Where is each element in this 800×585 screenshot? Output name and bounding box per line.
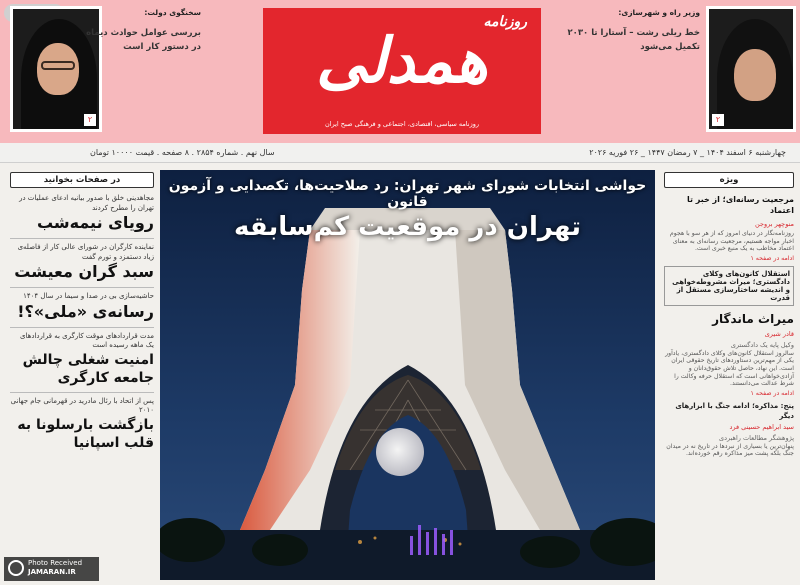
item-summary: نماینده کارگران در شورای عالی کار از فاصله‌ی زیاد دستمزد و تورم گفت: [17, 243, 154, 261]
azadi-tower-photo[interactable]: [160, 170, 655, 580]
teaser-line: در دستور کار است: [123, 42, 201, 52]
list-item[interactable]: [10, 243, 154, 282]
divider: [10, 392, 154, 393]
teaser-line: خط ریلی رشت – آستارا تا ۲۰۳۰: [567, 28, 700, 38]
author-role: وکیل پایه یک دادگستری: [730, 340, 794, 349]
boxed-teaser[interactable]: [664, 266, 794, 306]
article-title[interactable]: میراث ماندگار: [712, 311, 794, 326]
issue-details: سال نهم . شماره ۲۸۵۴ . ۸ صفحه . قیمت ۱۰۰۰۰ تومان: [90, 148, 275, 157]
item-summary: مدت قراردادهای موقت کارگری به قراردادهای یک ماهه رسیده است: [20, 331, 154, 349]
article-title[interactable]: پنج: مذاکره؛ ادامه جنگ با ابزارهای دیگر: [675, 401, 794, 420]
item-headline: امنیت شغلی چالش جامعه کارگری: [22, 351, 154, 386]
article-text: روزنامه‌نگار در دنیای امروز که از هر سو با هجوم اخبار مواجه هستیم، مرجعیت رسانه‌ای به معنای اعتماد مخاطب به یک منبع خبری است.: [669, 230, 794, 253]
list-item[interactable]: [10, 194, 154, 233]
newspaper-logo: [263, 8, 541, 134]
teaser-kicker: سخنگوی دولت:: [144, 8, 201, 17]
main-kicker: حواشی انتخابات شورای شهر تهران: رد صلاحیت‌ها، تکصدایی و آزمون قانون: [168, 178, 647, 210]
teaser-line: تکمیل می‌شود: [640, 42, 700, 52]
boxed-teaser-title: استقلال کانون‌های وکلای دادگستری؛ میراث مشروطه‌خواهی و اندیشه ساختارسازی مستقل از قدرت: [672, 269, 790, 302]
item-summary: مجاهدینی خلق با صدور بیانیه ادعای عملیات در تهران را مطرح کردند: [19, 194, 154, 212]
masthead-right-teaser[interactable]: [548, 8, 700, 54]
page-number-badge: ۲: [84, 114, 96, 126]
item-headline: رویای نیمه‌شب: [36, 213, 154, 232]
logo-small-text: روزنامه: [483, 14, 527, 30]
list-item[interactable]: [10, 332, 154, 387]
watermark-line: Photo Received: [28, 559, 83, 567]
divider: [10, 238, 154, 239]
masthead-left-teaser[interactable]: [46, 8, 201, 54]
contents-column: [10, 172, 154, 457]
contents-heading: در صفحات بخوانید: [10, 172, 154, 188]
jamaran-logo-icon: [8, 560, 24, 576]
author-role: پژوهشگر مطالعات راهبردی: [719, 433, 794, 442]
article-author: قادر شیری: [764, 329, 794, 338]
logo-tagline: روزنامه سیاسی، اقتصادی، اجتماعی و فرهنگی صبح ایران: [324, 120, 480, 128]
teaser-kicker: وزیر راه و شهرسازی:: [618, 8, 700, 17]
page-number-badge: ۲: [712, 114, 724, 126]
article-author: سید ابراهیم حسینی فرد: [729, 422, 794, 431]
article-author: منوچهر بروجن: [755, 220, 794, 228]
list-item[interactable]: [10, 397, 154, 452]
opinion-column: [664, 172, 794, 458]
item-headline: رسانه‌ی «ملی»؟!: [17, 301, 154, 321]
minister-portrait: [706, 6, 796, 132]
logo-main-text: همدلی: [316, 24, 488, 97]
item-headline: بازگشت بارسلونا به قلب اسپانیا: [17, 416, 154, 451]
main-headline: تهران در موقعیت کم‌سابقه: [234, 212, 581, 242]
source-watermark: [4, 557, 99, 581]
list-item[interactable]: [10, 292, 154, 322]
watermark-line: JAMARAN.IR: [28, 568, 76, 576]
issue-date: چهارشنبه ۶ اسفند ۱۴۰۴ _ ۷ رمضان ۱۴۴۷ _ ۲۶ فوریه ۲۰۲۶: [589, 148, 786, 157]
article-text: پنهان‌ترین یا بسیاری از نبردها در تاریخ نه در میدان جنگ بلکه پشت میز مذاکره رقم خورده‌اند.: [666, 442, 794, 458]
divider: [10, 327, 154, 328]
divider: [10, 287, 154, 288]
article-title[interactable]: مرجعیت رسانه‌ای؛ از خبر تا اعتماد: [686, 195, 794, 215]
masthead: [0, 0, 800, 143]
item-headline: سبد گران معیشت: [14, 262, 154, 281]
special-heading: ویژه: [664, 172, 794, 188]
issue-info-bar: [0, 143, 800, 163]
teaser-line: بررسی عوامل حوادث دیماه: [86, 28, 201, 38]
continued-link[interactable]: ادامه در صفحه ۱: [750, 389, 794, 397]
article-text: سالروز استقلال کانون‌های وکلای دادگستری، یادآور یکی از مهم‌ترین دستاوردهای تاریخ حقوقی ایران است. این نهاد، حاصل تلاش حقوق‌دانان و آزادی‌خواهانی است که استقلال حرفه وکالت را شرط عدالت می‌دانستند.: [665, 349, 794, 388]
item-summary: پس از اتحاد با رئال مادرید در قهرمانی جام جهانی ۲۰۱۰: [10, 396, 154, 414]
item-summary: حاشیه‌سازی بی در صدا و سیما در سال ۱۴۰۴: [23, 292, 154, 300]
continued-link[interactable]: ادامه در صفحه ۱: [750, 254, 794, 262]
